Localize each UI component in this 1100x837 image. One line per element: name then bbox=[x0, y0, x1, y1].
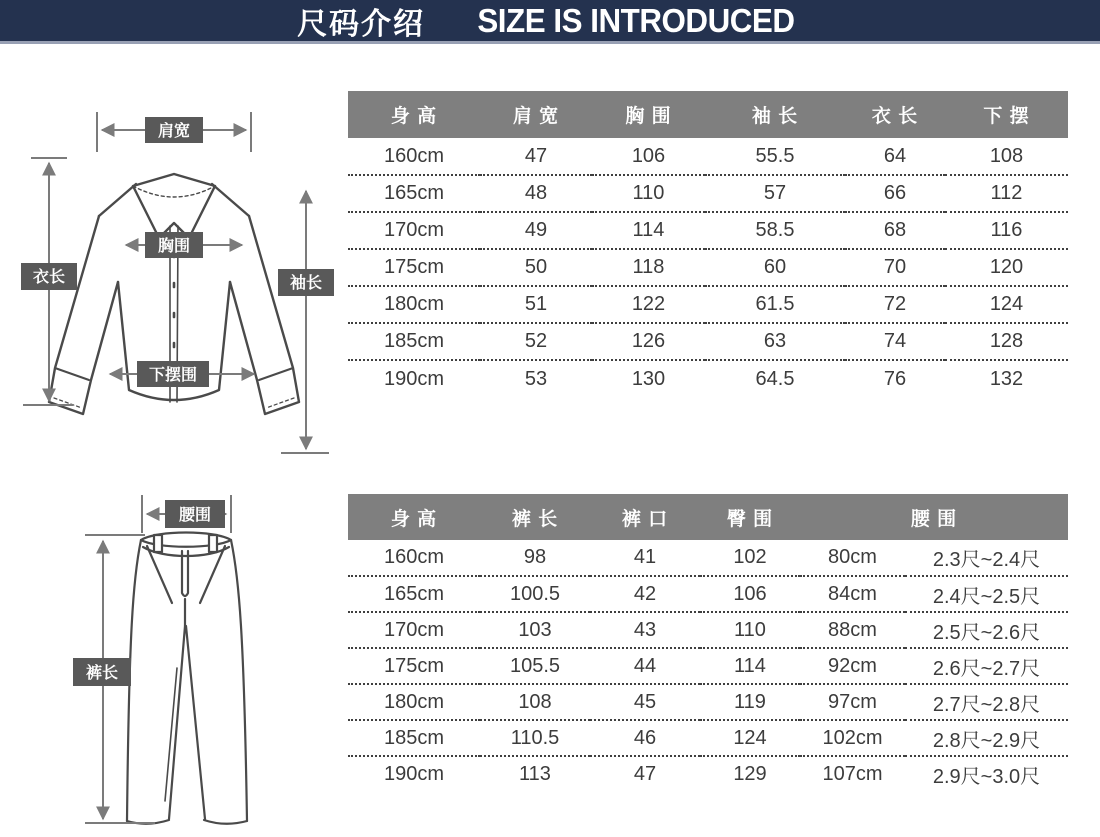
table-cell: 48 bbox=[480, 175, 592, 212]
table-cell: 51 bbox=[480, 286, 592, 323]
table-cell: 66 bbox=[845, 175, 945, 212]
table-row bbox=[348, 648, 1068, 684]
garment-length-label: 衣长 bbox=[32, 269, 66, 286]
pants-table-body bbox=[348, 540, 1068, 792]
table-cell: 64.5 bbox=[755, 367, 795, 390]
table-cell: 180cm bbox=[348, 684, 480, 720]
table-row bbox=[348, 175, 1068, 212]
table-row bbox=[348, 323, 1068, 360]
table-cell: 63 bbox=[705, 323, 845, 360]
table-cell: 175cm bbox=[348, 648, 480, 684]
table-row bbox=[348, 540, 1068, 576]
table-cell: 44 bbox=[590, 648, 700, 684]
shoulder-width-label: 肩宽 bbox=[157, 123, 191, 140]
table-cell: 41 bbox=[590, 540, 700, 576]
table-cell: 47 bbox=[633, 763, 657, 785]
column-header-waist: 腰 围 bbox=[800, 494, 1068, 540]
table-cell: 165cm bbox=[348, 576, 480, 612]
table-cell: 110.5 bbox=[480, 720, 590, 756]
table-cell: 124 bbox=[700, 720, 800, 756]
pants-outline bbox=[127, 533, 247, 824]
table-row bbox=[348, 212, 1068, 249]
table-row bbox=[348, 684, 1068, 720]
table-cell: 103 bbox=[480, 612, 590, 648]
table-cell: 130 bbox=[631, 367, 666, 390]
table-cell: 2.7尺~2.8尺 bbox=[905, 684, 1068, 720]
table-cell: 160cm bbox=[348, 138, 480, 175]
table-cell: 52 bbox=[480, 323, 592, 360]
table-cell: 70 bbox=[845, 249, 945, 286]
column-header-shoulder: 肩 宽 bbox=[480, 91, 592, 138]
table-header-row bbox=[348, 91, 1068, 138]
pants-labels bbox=[73, 500, 225, 686]
table-row bbox=[348, 720, 1068, 756]
table-cell: 60 bbox=[705, 249, 845, 286]
table-cell: 102 bbox=[700, 540, 800, 576]
table-cell: 190cm bbox=[383, 367, 445, 390]
table-cell: 2.8尺~2.9尺 bbox=[905, 720, 1068, 756]
column-header-hip: 臀 围 bbox=[700, 494, 800, 540]
title-banner bbox=[0, 0, 1100, 44]
table-cell: 106 bbox=[592, 138, 705, 175]
table-cell: 116 bbox=[945, 212, 1068, 249]
table-cell: 180cm bbox=[348, 286, 480, 323]
table-cell: 110 bbox=[700, 612, 800, 648]
column-header-height: 身 高 bbox=[348, 91, 480, 138]
column-header-sleeve: 袖 长 bbox=[705, 91, 845, 138]
belt-loop bbox=[154, 535, 162, 552]
table-cell: 97cm bbox=[800, 684, 905, 720]
table-cell: 64 bbox=[845, 138, 945, 175]
table-cell: 80cm bbox=[800, 540, 905, 576]
table-cell: 175cm bbox=[348, 249, 480, 286]
table-row bbox=[348, 360, 1068, 397]
sleeve-length-label: 袖长 bbox=[289, 275, 323, 292]
pants-measurement-diagram bbox=[25, 483, 345, 833]
belt-loop bbox=[209, 535, 217, 552]
table-cell: 185cm bbox=[348, 720, 480, 756]
table-cell: 112 bbox=[945, 175, 1068, 212]
table-cell: 72 bbox=[845, 286, 945, 323]
pants-table-header bbox=[348, 494, 1068, 540]
table-row bbox=[348, 286, 1068, 323]
table-cell: 68 bbox=[845, 212, 945, 249]
table-cell: 160cm bbox=[348, 540, 480, 576]
table-cell: 107cm bbox=[822, 763, 883, 785]
table-row bbox=[348, 576, 1068, 612]
table-cell: 2.3尺~2.4尺 bbox=[905, 540, 1068, 576]
table-cell: 76 bbox=[883, 367, 907, 390]
table-cell: 108 bbox=[945, 138, 1068, 175]
pants-size-table bbox=[348, 494, 1068, 792]
table-cell: 126 bbox=[592, 323, 705, 360]
chest-label: 胸围 bbox=[157, 238, 191, 255]
table-cell: 110 bbox=[592, 175, 705, 212]
banner-title-chinese: 尺码介绍 bbox=[297, 7, 426, 41]
table-cell: 129 bbox=[733, 763, 767, 785]
table-cell: 74 bbox=[845, 323, 945, 360]
table-cell: 49 bbox=[480, 212, 592, 249]
table-cell: 119 bbox=[700, 684, 800, 720]
table-cell: 84cm bbox=[800, 576, 905, 612]
hem-label: 下摆围 bbox=[148, 367, 198, 384]
table-cell: 2.4尺~2.5尺 bbox=[905, 576, 1068, 612]
table-cell: 190cm bbox=[383, 763, 445, 785]
table-cell: 122 bbox=[592, 286, 705, 323]
table-cell: 42 bbox=[590, 576, 700, 612]
table-cell: 98 bbox=[480, 540, 590, 576]
table-cell: 170cm bbox=[348, 612, 480, 648]
table-cell: 114 bbox=[592, 212, 705, 249]
column-header-leg-opening: 裤 口 bbox=[590, 494, 700, 540]
table-cell: 132 bbox=[989, 367, 1024, 390]
table-cell: 102cm bbox=[800, 720, 905, 756]
table-row bbox=[348, 756, 1068, 792]
column-header-pants-length: 裤 长 bbox=[480, 494, 590, 540]
waist-label: 腰围 bbox=[178, 507, 212, 524]
table-cell: 106 bbox=[700, 576, 800, 612]
banner-title-english: SIZE IS INTRODUCED bbox=[477, 1, 795, 39]
shirt-measurement-diagram bbox=[5, 58, 340, 458]
table-cell: 113 bbox=[519, 763, 551, 785]
table-cell: 128 bbox=[945, 323, 1068, 360]
pants-length-label: 裤长 bbox=[85, 665, 119, 682]
table-cell: 92cm bbox=[800, 648, 905, 684]
fly-seam bbox=[182, 551, 188, 596]
table-cell: 57 bbox=[705, 175, 845, 212]
shirt-size-table bbox=[348, 91, 1068, 397]
table-header-row bbox=[348, 494, 1068, 540]
table-cell: 2.5尺~2.6尺 bbox=[905, 612, 1068, 648]
table-cell: 105.5 bbox=[480, 648, 590, 684]
column-header-chest: 胸 围 bbox=[592, 91, 705, 138]
column-header-hem: 下 摆 bbox=[945, 91, 1068, 138]
table-row bbox=[348, 612, 1068, 648]
shirt-table-header bbox=[348, 91, 1068, 138]
table-cell: 55.5 bbox=[705, 138, 845, 175]
table-row bbox=[348, 249, 1068, 286]
table-cell: 185cm bbox=[348, 323, 480, 360]
table-cell: 61.5 bbox=[705, 286, 845, 323]
table-cell: 114 bbox=[700, 648, 800, 684]
shirt-table-body bbox=[348, 138, 1068, 397]
table-cell: 43 bbox=[590, 612, 700, 648]
table-cell: 124 bbox=[945, 286, 1068, 323]
table-cell: 58.5 bbox=[705, 212, 845, 249]
column-header-length: 衣 长 bbox=[845, 91, 945, 138]
table-cell: 45 bbox=[590, 684, 700, 720]
table-cell: 2.6尺~2.7尺 bbox=[905, 648, 1068, 684]
column-header-height: 身 高 bbox=[348, 494, 480, 540]
table-cell: 47 bbox=[480, 138, 592, 175]
table-cell: 108 bbox=[480, 684, 590, 720]
table-cell: 120 bbox=[945, 249, 1068, 286]
table-cell: 2.9尺~3.0尺 bbox=[932, 766, 1041, 788]
table-cell: 165cm bbox=[348, 175, 480, 212]
table-cell: 53 bbox=[524, 367, 548, 390]
table-cell: 118 bbox=[592, 249, 705, 286]
table-cell: 50 bbox=[480, 249, 592, 286]
table-cell: 100.5 bbox=[480, 576, 590, 612]
table-cell: 46 bbox=[590, 720, 700, 756]
table-cell: 170cm bbox=[348, 212, 480, 249]
table-row bbox=[348, 138, 1068, 175]
table-cell: 88cm bbox=[800, 612, 905, 648]
